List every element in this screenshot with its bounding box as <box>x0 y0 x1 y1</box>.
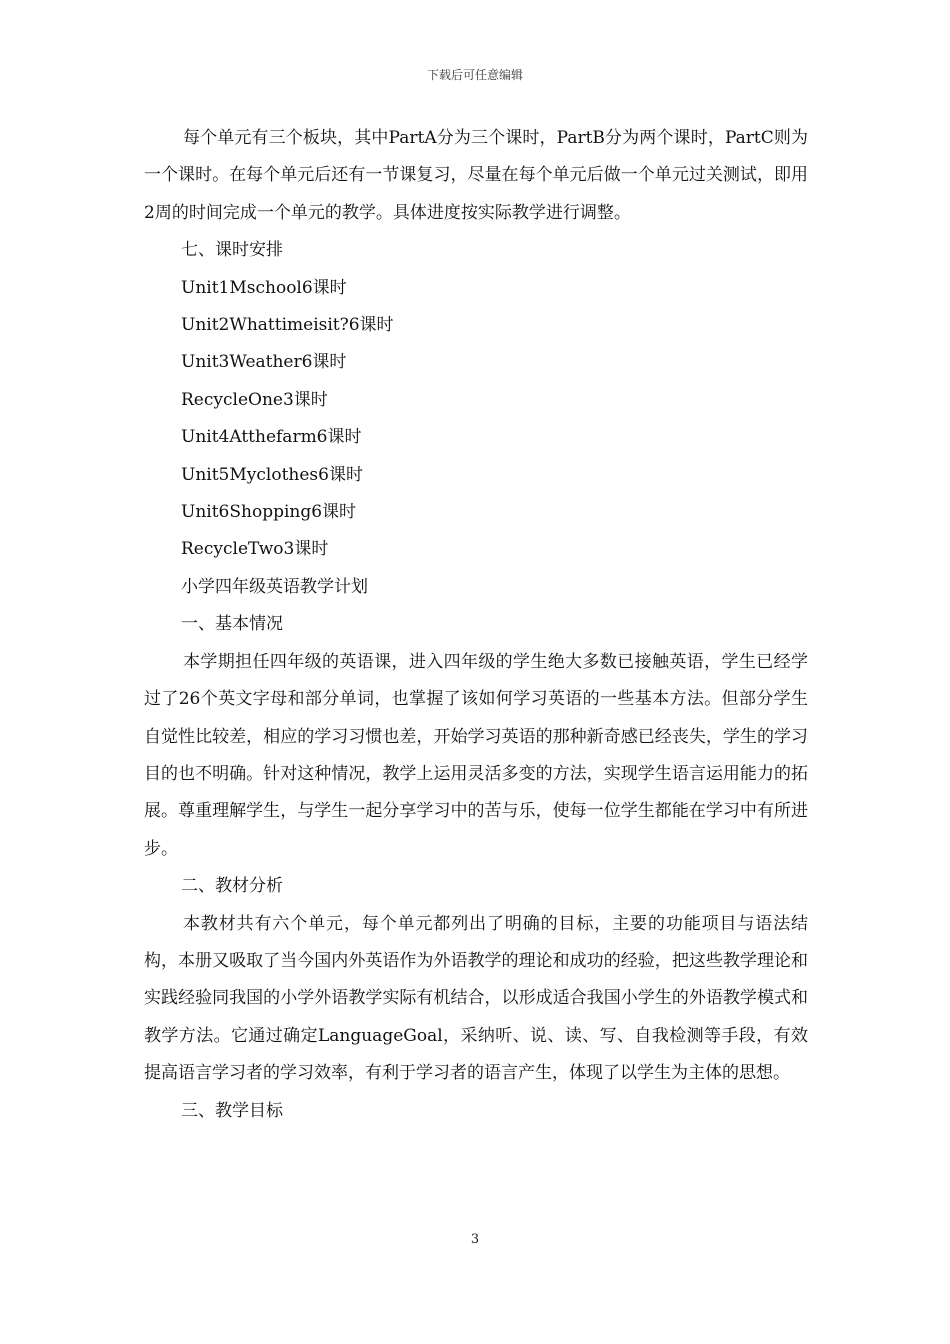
schedule-item: RecycleOne3课时 <box>181 389 328 410</box>
plan-title: 小学四年级英语教学计划 <box>181 576 368 597</box>
page-header: 下载后可任意编辑 <box>426 68 523 82</box>
schedule-item: Unit1Mschool6课时 <box>181 277 347 298</box>
paragraph-unit-structure: 每个单元有三个板块，其中PartA分为三个课时，PartB分为两个课时，PartC则为一个课时。在每个单元后还有一节课复习，尽量在每个单元后做一个单元过关测试，即用2周的时间完成一个单元的教学。具体进度按实际教学进行调整。 <box>144 128 808 223</box>
heading-section-7: 七、课时安排 <box>181 240 283 261</box>
document-body <box>144 120 808 1130</box>
schedule-item: Unit3Weather6课时 <box>181 352 347 373</box>
schedule-item: Unit2Whattimeisit?6课时 <box>181 315 394 336</box>
schedule-item: Unit5Myclothes6课时 <box>181 464 363 485</box>
paragraph-textbook-analysis: 本教材共有六个单元，每个单元都列出了明确的目标，主要的功能项目与语法结构，本册又吸取了当今国内外英语作为外语教学的理论和成功的经验，把这些教学理论和实践经验同我国的小学外语教学实际有机结合，以形成适合我国小学生的外语教学模式和教学方法。它通过确定LanguageGoal，采纳听、说、读、写、自我检测等手段，有效提高语言学习者的学习效率，有利于学习者的语言产生，体现了以学生为主体的思想。 <box>144 913 808 1084</box>
heading-section-1: 一、基本情况 <box>181 614 283 635</box>
schedule-item: Unit6Shopping6课时 <box>181 502 357 523</box>
heading-section-2: 二、教材分析 <box>181 876 283 897</box>
schedule-item: Unit4Atthefarm6课时 <box>181 427 362 448</box>
page-number: 3 <box>470 1232 480 1247</box>
schedule-item: RecycleTwo3课时 <box>181 539 329 560</box>
heading-section-3: 三、教学目标 <box>181 1100 283 1121</box>
paragraph-basic-situation: 本学期担任四年级的英语课，进入四年级的学生绝大多数已接触英语，学生已经学过了26个英文字母和部分单词，也掌握了该如何学习英语的一些基本方法。但部分学生自觉性比较差，相应的学习习惯也差，开始学习英语的那种新奇感已经丧失，学生的学习目的也不明确。针对这种情况，教学上运用灵活多变的方法，实现学生语言运用能力的拓展。尊重理解学生，与学生一起分享学习中的苦与乐，使每一位学生都能在学习中有所进步。 <box>144 651 808 859</box>
